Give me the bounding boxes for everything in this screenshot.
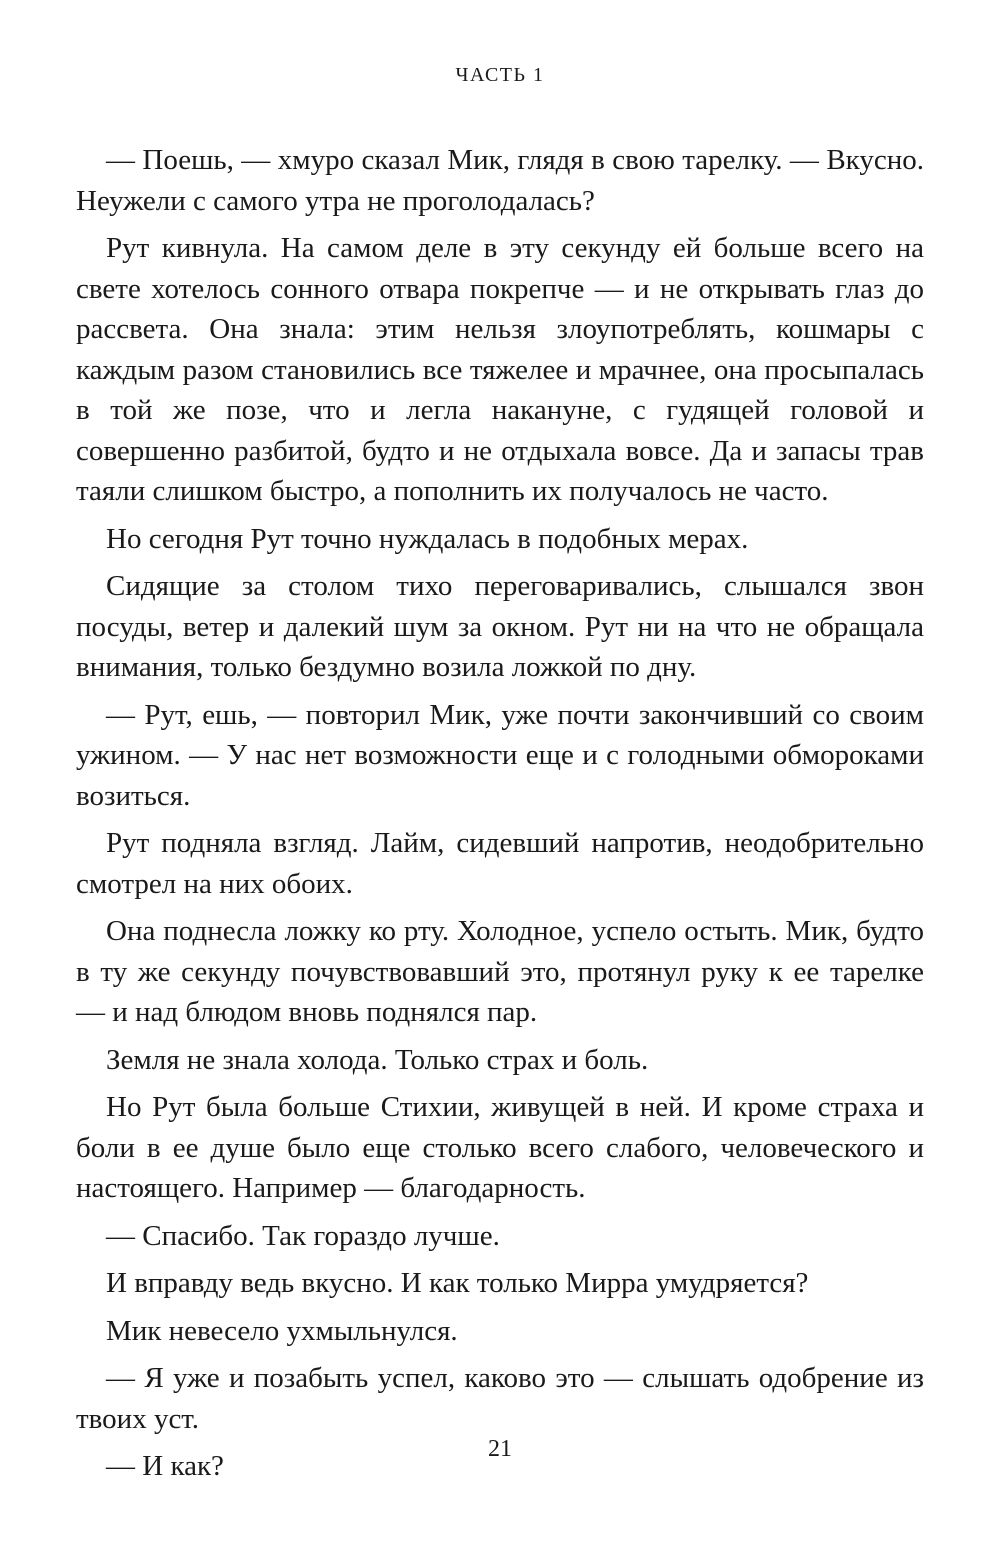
paragraph: Рут кивнула. На самом деле в эту секунду ей больше всего на свете хотелось сонного отвара покрепче — и не открывать глаз до рассвета. Она знала: этим нельзя злоупотреблять, кошмары с каждым разом становились все тяжелее и мрачнее, она просыпалась в той же позе, что и легла накануне, с гудящей головой и совершенно разбитой, будто и не отдыхала вовсе. Да и запасы трав таяли слишком быстро, а пополнить их получалось не часто. xyxy=(76,232,924,507)
paragraph: — Спасибо. Так гораздо лучше. xyxy=(106,1219,500,1252)
page-number: 21 xyxy=(488,1436,512,1462)
paragraph: Но сегодня Рут точно нуждалась в подобных мерах. xyxy=(106,522,749,555)
paragraph: Мик невесело ухмыльнулся. xyxy=(106,1314,458,1347)
paragraph: — Рут, ешь, — повторил Мик, уже почти закончивший со своим ужином. — У нас нет возможности еще и с голодными обмороками возиться. xyxy=(76,698,924,812)
paragraph: — Поешь, — хмуро сказал Мик, глядя в свою тарелку. — Вкусно. Неужели с самого утра не проголодалась? xyxy=(76,144,924,217)
paragraph: — Я уже и позабыть успел, каково это — слышать одобрение из твоих уст. xyxy=(76,1362,924,1435)
paragraph: Сидящие за столом тихо переговаривались, слышался звон посуды, ветер и далекий шум за окном. Рут ни на что не обращала внимания, только бездумно возила ложкой по дну. xyxy=(76,570,924,683)
paragraph: И вправду ведь вкусно. И как только Мирра умудряется? xyxy=(106,1267,809,1299)
paragraph: Но Рут была больше Стихии, живущей в ней. И кроме страха и боли в ее душе было еще столько всего слабого, человеческого и настоящего. Например — благодарность. xyxy=(76,1091,924,1204)
body-text xyxy=(76,140,924,1494)
paragraph: Она поднесла ложку ко рту. Холодное, успело остыть. Мик, будто в ту же секунду почувствовавший это, протянул руку к ее тарелке — и над блюдом вновь поднялся пар. xyxy=(76,915,924,1028)
paragraph: Земля не знала холода. Только страх и боль. xyxy=(106,1043,649,1076)
running-head: ЧАСТЬ 1 xyxy=(455,64,545,86)
paragraph: Рут подняла взгляд. Лайм, сидевший напротив, неодобрительно смотрел на них обоих. xyxy=(76,827,924,900)
paragraph: — И как? xyxy=(106,1450,224,1482)
